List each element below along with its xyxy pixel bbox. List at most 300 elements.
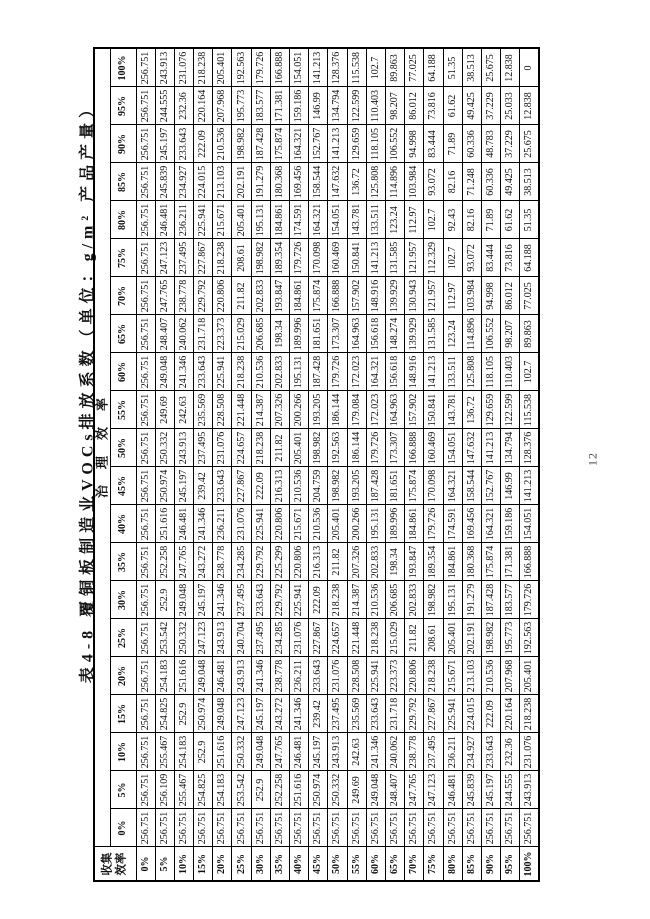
table-cell	[481, 695, 500, 733]
cell-value: 220.806	[293, 545, 305, 578]
table-cell	[290, 277, 309, 315]
cell-value: 166.888	[331, 279, 343, 312]
cell-value: 92.43	[446, 208, 458, 231]
table-cell	[443, 543, 462, 581]
table-cell	[347, 619, 366, 657]
table-row	[94, 543, 539, 581]
cell-value: 249.048	[216, 697, 228, 730]
table-cell	[251, 467, 270, 505]
table-cell	[328, 87, 347, 125]
cell-value: 48.783	[484, 129, 496, 158]
table-cell	[366, 277, 385, 315]
table-cell	[347, 353, 366, 391]
col-header-label: 35%	[273, 853, 285, 874]
table-cell	[347, 391, 366, 429]
table-cell	[462, 353, 481, 391]
cell-value: 141.213	[484, 431, 496, 464]
table-row	[94, 277, 539, 315]
table-cell	[290, 581, 309, 619]
table-cell	[174, 733, 193, 771]
table-cell	[328, 48, 347, 87]
cell-value: 171.381	[273, 89, 285, 122]
cell-value: 204.759	[312, 469, 324, 502]
table-cell	[424, 239, 443, 277]
cell-value: 170.098	[427, 469, 439, 502]
cell-value: 189.996	[389, 507, 401, 540]
cell-value: 246.481	[216, 659, 228, 692]
col-header-label: 0%	[139, 856, 151, 871]
cell-value: 233.643	[197, 355, 209, 388]
table-cell	[385, 201, 404, 239]
cell-value: 133.511	[369, 203, 381, 236]
table-cell	[328, 619, 347, 657]
cell-value: 150.841	[427, 393, 439, 426]
table-cell	[328, 315, 347, 353]
table-cell	[481, 315, 500, 353]
table-row	[94, 163, 539, 201]
table-cell	[155, 429, 174, 467]
cell-value: 187.428	[312, 355, 324, 388]
cell-value: 139.929	[408, 317, 420, 350]
table-cell	[270, 505, 289, 543]
cell-value: 110.403	[504, 355, 516, 388]
cell-value: 243.913	[331, 735, 343, 768]
cell-value: 157.902	[350, 279, 362, 312]
cell-value: 195.131	[254, 203, 266, 236]
table-cell	[290, 391, 309, 429]
table-cell	[462, 201, 481, 239]
row-axis-label: 治理效率	[94, 381, 110, 498]
cell-value: 236.211	[216, 507, 228, 540]
table-cell	[481, 353, 500, 391]
table-cell	[462, 391, 481, 429]
table-cell	[501, 809, 520, 847]
table-cell	[405, 201, 424, 239]
table-cell	[309, 695, 328, 733]
cell-value: 216.313	[273, 469, 285, 502]
cell-value: 256.751	[312, 811, 324, 844]
table-cell	[366, 809, 385, 847]
table-cell	[501, 505, 520, 543]
cell-value: 94.998	[408, 129, 420, 158]
col-header-cell	[405, 847, 424, 882]
table-cell	[347, 429, 366, 467]
table-cell	[328, 581, 347, 619]
col-header-label: 80%	[446, 853, 458, 874]
table-cell	[136, 391, 155, 429]
cell-value: 243.913	[235, 659, 247, 692]
cell-value: 118.105	[369, 127, 381, 160]
table-cell	[366, 429, 385, 467]
table-cell	[309, 48, 328, 87]
col-header-label: 65%	[389, 853, 401, 874]
cell-value: 175.874	[312, 279, 324, 312]
cell-value: 244.555	[158, 89, 170, 122]
cell-value: 25.675	[523, 129, 535, 158]
cell-value: 234.285	[235, 545, 247, 578]
cell-value: 208.61	[235, 243, 247, 272]
cell-value: 222.09	[254, 471, 266, 500]
table-cell	[155, 277, 174, 315]
cell-value: 222.09	[197, 129, 209, 158]
table-cell	[136, 163, 155, 201]
table-cell	[501, 619, 520, 657]
table-cell	[520, 733, 539, 771]
table-cell	[174, 429, 193, 467]
table-cell	[309, 809, 328, 847]
table-cell	[443, 163, 462, 201]
table-cell	[174, 87, 193, 125]
row-header-label: 95%	[117, 95, 128, 116]
table-cell	[424, 48, 443, 87]
table-cell	[481, 581, 500, 619]
cell-value: 141.213	[369, 241, 381, 274]
cell-value: 102.7	[523, 360, 535, 383]
table-cell	[385, 581, 404, 619]
table-cell	[251, 809, 270, 847]
cell-value: 231.718	[197, 317, 209, 350]
cell-value: 184.861	[273, 203, 285, 236]
row-header-cell	[110, 201, 136, 239]
cell-value: 245.197	[197, 583, 209, 616]
row-header-cell	[110, 391, 136, 429]
cell-value: 0	[523, 65, 535, 70]
cell-value: 98.207	[389, 91, 401, 120]
table-cell	[443, 315, 462, 353]
cell-value: 249.048	[158, 355, 170, 388]
cell-value: 252.9	[197, 740, 209, 763]
table-cell	[328, 543, 347, 581]
cell-value: 228.508	[350, 659, 362, 692]
cell-value: 237.495	[235, 583, 247, 616]
table-cell	[232, 429, 251, 467]
row-header-label: 30%	[117, 589, 128, 610]
table-cell	[213, 125, 232, 163]
table-cell	[309, 277, 328, 315]
cell-value: 256.751	[139, 735, 151, 768]
cell-value: 147.632	[465, 431, 477, 464]
table-cell	[155, 467, 174, 505]
row-header-cell	[110, 163, 136, 201]
cell-value: 237.495	[427, 735, 439, 768]
table-cell	[520, 505, 539, 543]
cell-value: 118.105	[484, 355, 496, 388]
table-cell	[174, 467, 193, 505]
cell-value: 256.751	[139, 507, 151, 540]
table-cell	[309, 353, 328, 391]
table-cell	[424, 771, 443, 809]
cell-value: 136.72	[465, 395, 477, 424]
cell-value: 205.401	[523, 659, 535, 692]
table-row	[94, 48, 539, 87]
table-cell	[309, 505, 328, 543]
cell-value: 255.467	[158, 735, 170, 768]
table-cell	[385, 163, 404, 201]
cell-value: 236.211	[293, 659, 305, 692]
cell-value: 250.974	[312, 773, 324, 806]
cell-value: 114.896	[465, 317, 477, 350]
cell-value: 250.332	[235, 735, 247, 768]
table-cell	[155, 239, 174, 277]
table-cell	[347, 771, 366, 809]
cell-value: 141.213	[331, 127, 343, 160]
cell-value: 114.896	[389, 165, 401, 198]
cell-value: 198.982	[312, 431, 324, 464]
table-cell	[290, 695, 309, 733]
table-cell	[520, 657, 539, 695]
cell-value: 195.773	[504, 621, 516, 654]
cell-value: 256.751	[235, 811, 247, 844]
table-cell	[366, 125, 385, 163]
cell-value: 256.751	[273, 811, 285, 844]
table-cell	[290, 239, 309, 277]
row-header-cell	[110, 619, 136, 657]
table-cell	[481, 733, 500, 771]
table-cell	[443, 429, 462, 467]
cell-value: 256.751	[446, 811, 458, 844]
table-cell	[501, 315, 520, 353]
cell-value: 250.332	[158, 431, 170, 464]
cell-value: 243.913	[158, 51, 170, 84]
cell-value: 256.751	[139, 241, 151, 274]
table-cell	[194, 201, 213, 239]
cell-value: 179.084	[350, 393, 362, 426]
table-cell	[251, 619, 270, 657]
table-cell	[501, 391, 520, 429]
table-cell	[309, 125, 328, 163]
table-cell	[290, 657, 309, 695]
table-cell	[424, 809, 443, 847]
cell-value: 160.469	[331, 241, 343, 274]
cell-value: 172.023	[350, 355, 362, 388]
col-header-cell	[213, 847, 232, 882]
table-cell	[136, 315, 155, 353]
table-cell	[385, 467, 404, 505]
cell-value: 98.207	[504, 319, 516, 348]
cell-value: 146.99	[504, 471, 516, 500]
cell-value: 37.229	[484, 91, 496, 120]
cell-value: 243.272	[273, 697, 285, 730]
cell-value: 228.508	[216, 393, 228, 426]
cell-value: 121.957	[408, 241, 420, 274]
cell-value: 112.329	[427, 241, 439, 274]
table-cell	[424, 733, 443, 771]
cell-value: 210.536	[254, 355, 266, 388]
table-cell	[213, 619, 232, 657]
cell-value: 129.659	[484, 393, 496, 426]
table-cell	[232, 239, 251, 277]
table-cell	[366, 505, 385, 543]
cell-value: 125.808	[465, 355, 477, 388]
table-cell	[481, 201, 500, 239]
cell-value: 252.9	[254, 778, 266, 801]
col-header-cell	[232, 847, 251, 882]
cell-value: 183.577	[504, 583, 516, 616]
cell-value: 170.098	[312, 241, 324, 274]
cell-value: 250.974	[158, 469, 170, 502]
table-cell	[385, 239, 404, 277]
cell-value: 148.916	[369, 279, 381, 312]
cell-value: 251.616	[177, 659, 189, 692]
table-cell	[136, 771, 155, 809]
cell-value: 61.62	[446, 94, 458, 117]
table-cell	[213, 467, 232, 505]
cell-value: 231.076	[216, 431, 228, 464]
cell-value: 61.62	[504, 208, 516, 231]
cell-value: 231.076	[331, 659, 343, 692]
table-cell	[405, 391, 424, 429]
cell-value: 246.481	[177, 507, 189, 540]
cell-value: 180.368	[465, 545, 477, 578]
cell-value: 232.36	[504, 737, 516, 766]
table-cell	[270, 657, 289, 695]
table-cell	[462, 239, 481, 277]
table-cell	[347, 239, 366, 277]
table-cell	[213, 543, 232, 581]
col-header-label: 40%	[293, 853, 305, 874]
table-cell	[194, 809, 213, 847]
row-header-label: 10%	[117, 741, 128, 762]
cell-value: 227.867	[197, 241, 209, 274]
cell-value: 166.888	[408, 431, 420, 464]
cell-value: 160.469	[427, 431, 439, 464]
cell-value: 202.833	[369, 545, 381, 578]
table-cell	[155, 657, 174, 695]
table-cell	[290, 619, 309, 657]
table-cell	[424, 277, 443, 315]
table-cell	[251, 239, 270, 277]
table-cell	[520, 809, 539, 847]
cell-value: 256.751	[293, 811, 305, 844]
col-header-label: 85%	[465, 853, 477, 874]
table-cell	[462, 543, 481, 581]
table-cell	[424, 543, 443, 581]
cell-value: 128.376	[523, 431, 535, 464]
table-cell	[424, 353, 443, 391]
table-cell	[213, 277, 232, 315]
table-cell	[155, 771, 174, 809]
cell-value: 218.238	[427, 659, 439, 692]
table-cell	[443, 657, 462, 695]
cell-value: 251.616	[216, 735, 228, 768]
cell-value: 64.188	[523, 243, 535, 272]
table-cell	[481, 619, 500, 657]
table-cell	[309, 201, 328, 239]
cell-value: 131.585	[427, 317, 439, 350]
table-cell	[136, 467, 155, 505]
table-cell	[366, 581, 385, 619]
table-cell	[405, 695, 424, 733]
cell-value: 225.299	[273, 545, 285, 578]
table-cell	[194, 239, 213, 277]
table-cell	[194, 277, 213, 315]
col-header-label: 100%	[523, 851, 535, 876]
table-cell	[347, 315, 366, 353]
table-cell	[520, 391, 539, 429]
table-cell	[232, 277, 251, 315]
row-header-label: 60%	[117, 361, 128, 382]
table-cell	[347, 657, 366, 695]
table-cell	[501, 543, 520, 581]
table-cell	[501, 353, 520, 391]
cell-value: 221.448	[235, 393, 247, 426]
table-cell	[443, 201, 462, 239]
table-cell	[462, 733, 481, 771]
cell-value: 156.618	[389, 355, 401, 388]
cell-value: 103.984	[465, 279, 477, 312]
table-cell	[194, 733, 213, 771]
cell-value: 218.238	[197, 51, 209, 84]
table-cell	[290, 125, 309, 163]
cell-value: 247.765	[408, 773, 420, 806]
table-title: 表4-8 覆铜板制造业VOCs排放系数（单位：g/m² 产品产量）	[79, 96, 97, 684]
cell-value: 154.051	[331, 203, 343, 236]
cell-value: 134.794	[504, 431, 516, 464]
table-cell	[520, 163, 539, 201]
table-cell	[251, 771, 270, 809]
col-header-cell	[155, 847, 174, 882]
cell-value: 227.867	[427, 697, 439, 730]
cell-value: 12.838	[523, 91, 535, 120]
cell-value: 166.888	[523, 545, 535, 578]
table-cell	[424, 619, 443, 657]
table-cell	[501, 733, 520, 771]
cell-value: 256.751	[139, 431, 151, 464]
table-cell	[309, 467, 328, 505]
table-row	[94, 353, 539, 391]
cell-value: 218.238	[254, 431, 266, 464]
cell-value: 229.792	[408, 697, 420, 730]
table-cell	[366, 695, 385, 733]
cell-value: 198.982	[235, 127, 247, 160]
cell-value: 179.726	[369, 431, 381, 464]
table-cell	[194, 619, 213, 657]
cell-value: 233.643	[312, 659, 324, 692]
table-cell	[462, 125, 481, 163]
table-cell	[136, 543, 155, 581]
table-cell	[251, 315, 270, 353]
cell-value: 240.062	[177, 317, 189, 350]
table-cell	[309, 87, 328, 125]
table-cell	[481, 429, 500, 467]
cell-value: 256.751	[139, 469, 151, 502]
row-header-cell	[110, 695, 136, 733]
table-cell	[366, 239, 385, 277]
table-cell	[462, 277, 481, 315]
table-cell	[520, 277, 539, 315]
cell-value: 202.833	[273, 355, 285, 388]
table-cell	[462, 163, 481, 201]
cell-value: 256.109	[158, 773, 170, 806]
table-cell	[328, 391, 347, 429]
table-cell	[462, 87, 481, 125]
cell-value: 102.7	[446, 246, 458, 269]
cell-value: 181.651	[389, 469, 401, 502]
cell-value: 150.841	[350, 241, 362, 274]
table-cell	[405, 581, 424, 619]
cell-value: 224.015	[197, 165, 209, 198]
cell-value: 249.048	[197, 659, 209, 692]
table-cell	[251, 125, 270, 163]
table-row	[94, 581, 539, 619]
table-cell	[501, 771, 520, 809]
table-cell	[385, 771, 404, 809]
cell-value: 254.183	[216, 773, 228, 806]
table-cell	[309, 543, 328, 581]
cell-value: 252.9	[158, 588, 170, 611]
table-cell	[424, 657, 443, 695]
table-cell	[251, 429, 270, 467]
